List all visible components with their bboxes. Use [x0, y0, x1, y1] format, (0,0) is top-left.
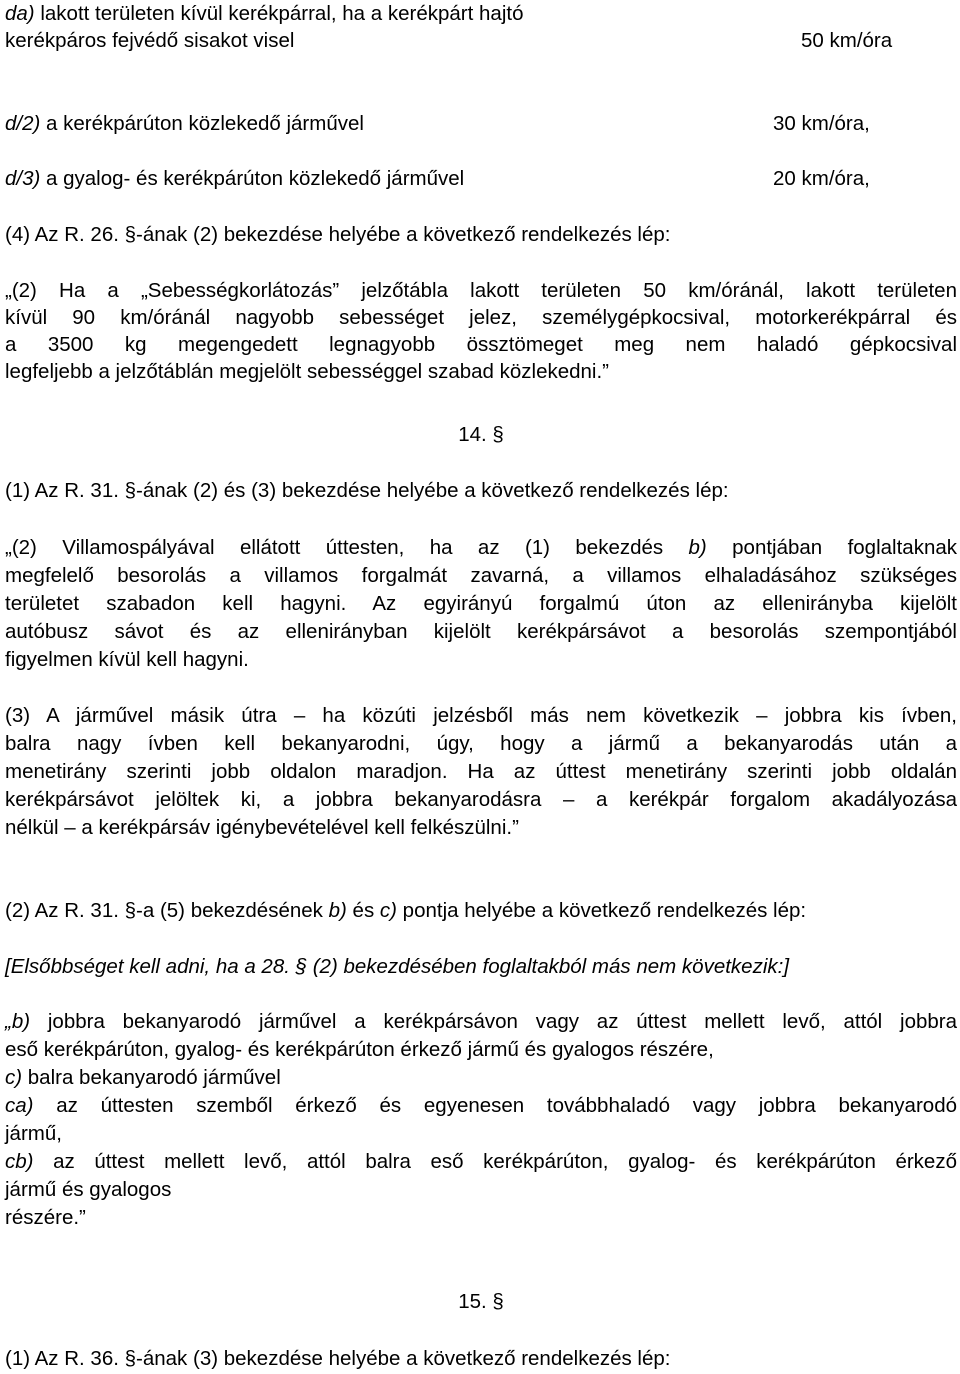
villamos-line-1: „(2) Villamospályával ellátott úttesten, ha az (1) bekezdés b) pontjában foglaltaknak — [5, 536, 957, 559]
speed-row-da-line2: kerékpáros fejvédő sisakot visel — [5, 29, 295, 52]
speed-value-da: 50 km/óra — [801, 29, 893, 52]
item-ca-line-2: jármű, — [5, 1122, 62, 1145]
item-ca-line-1: ca) az úttesten szemből érkező és egyenesen továbbhaladó vagy jobbra bekanyarodó — [5, 1094, 957, 1117]
section-heading-14: 14. § — [458, 423, 504, 446]
item-c: c) balra bekanyarodó járművel — [5, 1066, 281, 1089]
para-3-line-1: (3) A járművel másik útra – ha közúti jelzésből más nem következik – jobbra kis ívben, — [5, 704, 957, 727]
item-b-line-1: „b) jobbra bekanyarodó járművel a kerékpársávon vagy az úttest mellett levő, attól jobbra — [5, 1010, 957, 1033]
para-2-line-3: a 3500 kg megengedett legnagyobb össztömeget meg nem haladó gépkocsival — [5, 333, 957, 356]
para-2-line-1: „(2) Ha a „Sebességkorlátozás” jelzőtábla lakott területen 50 km/óránál, lakott területen — [5, 279, 957, 302]
para-3-line-4: kerékpársávot jelöltek ki, a jobbra bekanyarodásra – a kerékpár forgalom akadályozása — [5, 788, 957, 811]
para-3-line-3: menetirány szerinti jobb oldalon maradjon. Ha az úttest menetirány szerinti jobb oldalán — [5, 760, 957, 783]
speed-row-d2: d/2) a kerékpárúton közlekedő járművel — [5, 112, 364, 135]
speed-value-d2: 30 km/óra, — [773, 112, 870, 135]
amendment-4: (4) Az R. 26. §-ának (2) bekezdése helyébe a következő rendelkezés lép: — [5, 223, 671, 246]
amendment-1-r31: (1) Az R. 31. §-ának (2) és (3) bekezdése helyébe a következő rendelkezés lép: — [5, 479, 729, 502]
villamos-line-3: területet szabadon kell hagyni. Az egyirányú forgalmú úton az ellenirányba kijelölt — [5, 592, 957, 615]
item-cb-line-2: jármű és gyalogos — [5, 1178, 172, 1201]
item-cb-line-1: cb) az úttest mellett levő, attól balra eső kerékpárúton, gyalog- és kerékpárúton érkező — [5, 1150, 957, 1173]
villamos-line-2: megfelelő besorolás a villamos forgalmát zavarná, a villamos elhaladásához szükséges — [5, 564, 957, 587]
amendment-2-r31: (2) Az R. 31. §-a (5) bekezdésének b) és c) pontja helyébe a következő rendelkezés lép: — [5, 899, 807, 922]
section-heading-15: 15. § — [458, 1290, 504, 1313]
para-2-line-2: kívül 90 km/óránál nagyobb sebességet jelez, személygépkocsival, motorkerékpárral és — [5, 306, 957, 329]
speed-row-da-line1: da) lakott területen kívül kerékpárral, ha a kerékpárt hajtó — [5, 2, 524, 25]
villamos-line-4: autóbusz sávot és az ellenirányban kijelölt kerékpársávot a besorolás szempontjából — [5, 620, 957, 643]
bracket-intro: [Elsőbbséget kell adni, ha a 28. § (2) bekezdésében foglaltakból más nem következik:] — [5, 955, 790, 978]
amendment-1-r36: (1) Az R. 36. §-ának (3) bekezdése helyébe a következő rendelkezés lép: — [5, 1347, 671, 1370]
para-2-line-4: legfeljebb a jelzőtáblán megjelölt sebességgel szabad közlekedni.” — [5, 360, 609, 383]
item-b-line-2: eső kerékpárúton, gyalog- és kerékpárúton érkező jármű és gyalogos részére, — [5, 1038, 714, 1061]
speed-value-d3: 20 km/óra, — [773, 167, 870, 190]
speed-row-d3: d/3) a gyalog- és kerékpárúton közlekedő járművel — [5, 167, 465, 190]
item-cb-line-3: részére.” — [5, 1206, 86, 1229]
villamos-line-5: figyelmen kívül kell hagyni. — [5, 648, 249, 671]
para-3-line-5: nélkül – a kerékpársáv igénybevételével kell felkészülni.” — [5, 816, 519, 839]
para-3-line-2: balra nagy ívben kell bekanyarodni, úgy, hogy a jármű a bekanyarodás után a — [5, 732, 957, 755]
